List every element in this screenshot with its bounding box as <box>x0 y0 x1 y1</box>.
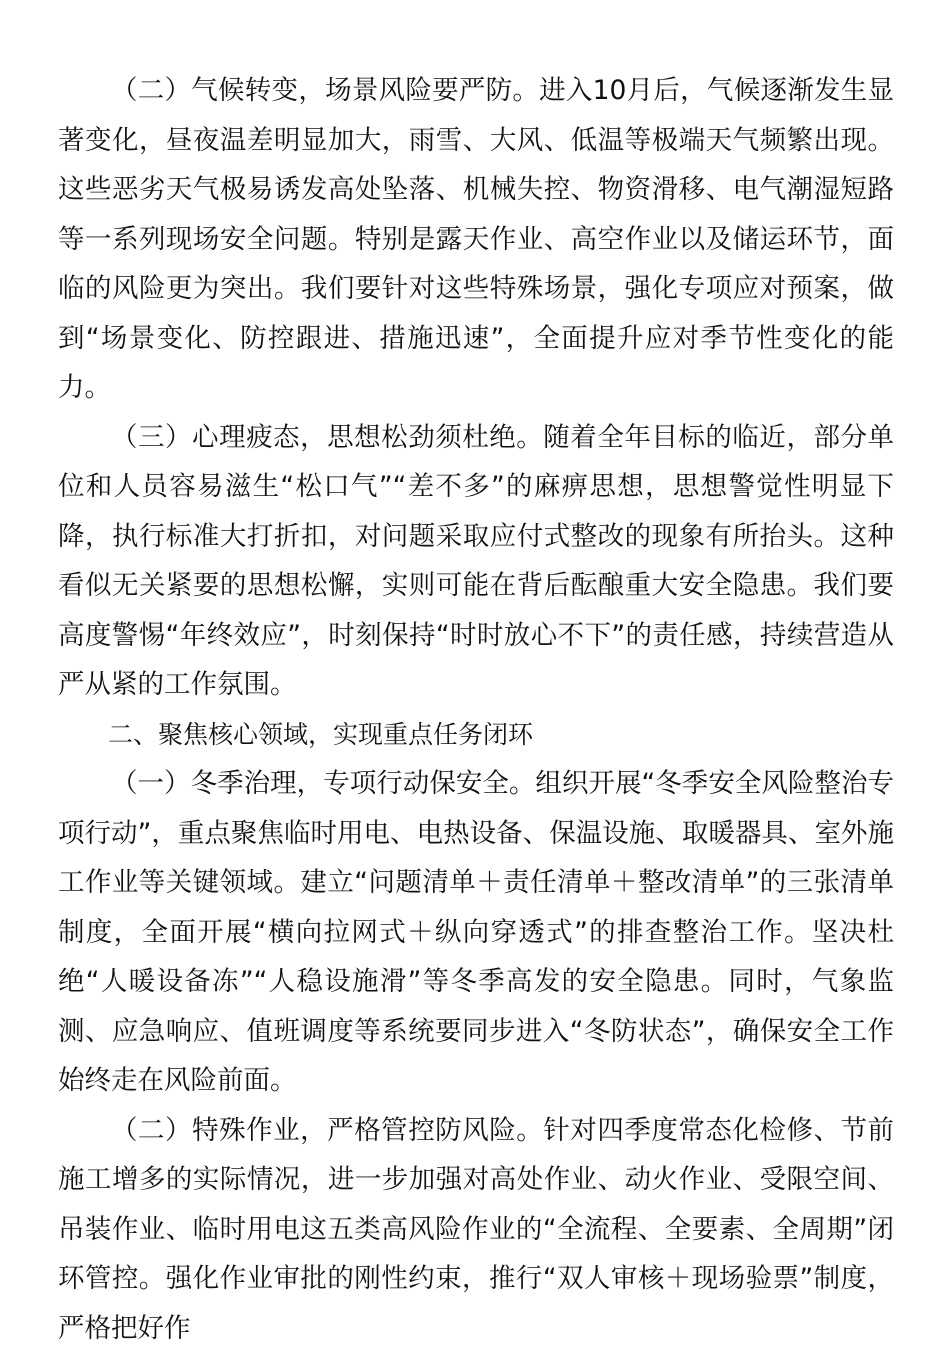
section-heading: 二、聚焦核心领域，实现重点任务闭环 <box>58 710 894 760</box>
paragraph-mental-fatigue: （三）心理疲态，思想松劲须杜绝。随着全年目标的临近，部分单位和人员容易滋生“松口气”“差不多”的麻痹思想，思想警觉性明显下降，执行标准大打折扣，对问题采取应付式整改的现象有所抬头。这种看似无关紧要的思想松懈，实则可能在背后酝酿重大安全隐患。我们要高度警惕“年终效应”，时刻保持“时时放心不下”的责任感，持续营造从严从紧的工作氛围。 <box>58 413 894 710</box>
paragraph-climate-change: （二）气候转变，场景风险要严防。进入10月后，气候逐渐发生显著变化，昼夜温差明显加大，雨雪、大风、低温等极端天气频繁出现。这些恶劣天气极易诱发高处坠落、机械失控、物资滑移、电气潮湿短路等一系列现场安全问题。特别是露天作业、高空作业以及储运环节，面临的风险更为突出。我们要针对这些特殊场景，强化专项应对预案，做到“场景变化、防控跟进、措施迅速”，全面提升应对季节性变化的能力。 <box>58 66 894 413</box>
paragraph-winter-governance: （一）冬季治理，专项行动保安全。组织开展“冬季安全风险整治专项行动”，重点聚焦临时用电、电热设备、保温设施、取暖器具、室外施工作业等关键领域。建立“问题清单＋责任清单＋整改清单”的三张清单制度，全面开展“横向拉网式＋纵向穿透式”的排查整治工作。坚决杜绝“人暖设备冻”“人稳设施滑”等冬季高发的安全隐患。同时，气象监测、应急响应、值班调度等系统要同步进入“冬防状态”，确保安全工作始终走在风险前面。 <box>58 759 894 1106</box>
paragraph-special-operations: （二）特殊作业，严格管控防风险。针对四季度常态化检修、节前施工增多的实际情况，进一步加强对高处作业、动火作业、受限空间、吊装作业、临时用电这五类高风险作业的“全流程、全要素、全周期”闭环管控。强化作业审批的刚性约束，推行“双人审核＋现场验票”制度，严格把好作 <box>58 1106 894 1353</box>
document-page <box>58 66 894 1353</box>
